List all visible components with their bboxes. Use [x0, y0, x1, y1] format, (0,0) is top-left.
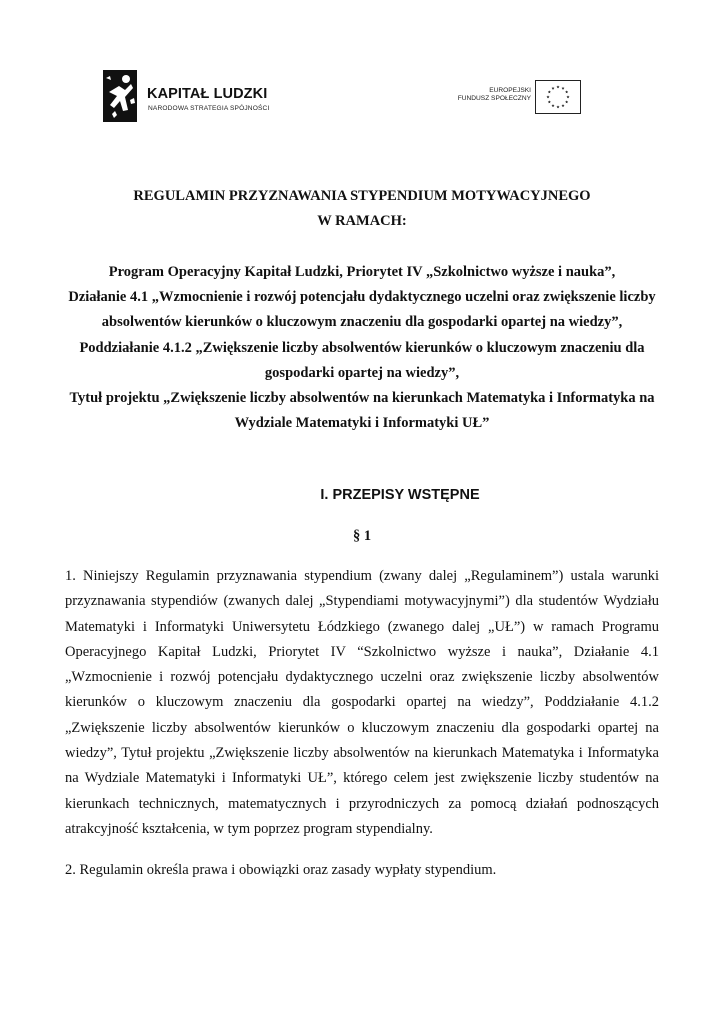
kapital-ludzki-logo: [103, 70, 283, 122]
efs-line2: FUNDUSZ SPOŁECZNY: [457, 95, 531, 102]
document-title-line1: REGULAMIN PRZYZNAWANIA STYPENDIUM MOTYWACYJNEGO: [133, 188, 591, 204]
program-line: Działanie 4.1 „Wzmocnienie i rozwój potencjału dydaktycznego uczelni oraz zwiększenie liczby: [68, 289, 656, 305]
kapital-ludzki-emblem-icon: [103, 70, 137, 122]
eu-flag-icon: [535, 80, 581, 114]
document-title-line2: W RAMACH:: [317, 213, 407, 229]
efs-text: [458, 87, 531, 103]
program-line: Tytuł projektu „Zwiększenie liczby absolwentów na kierunkach Matematyka i Informatyka na: [69, 390, 655, 406]
kapital-ludzki-title: KAPITAŁ LUDZKI: [147, 86, 268, 102]
body-paragraph-1: 1. Niniejszy Regulamin przyznawania stypendium (zwany dalej „Regulaminem”) ustala warunki przyznawania stypendiów (zwanych dalej „Stypendiami motywacyjnymi”) dla studentów Wydziału Matematyki i Informatyki Uniwersytetu Łódzkiego (zwanego dalej „UŁ”) w ramach Programu Operacyjnego Kapitał Ludzki, Priorytet IV “Szkolnictwo wyższe i nauka”, Działanie 4.1 „Wzmocnienie i rozwój potencjału dydaktycznego uczelni oraz zwiększenie liczby absolwentów kierunków o kluczowym znaczeniu dla gospodarki opartej na wiedzy”, Poddziałanie 4.1.2 „Zwiększenie liczby absolwentów kierunków o kluczowym znaczeniu dla gospodarki opartej na wiedzy”, Tytuł projektu „Zwiększenie liczby absolwentów na kierunkach Matematyka i Informatyka na Wydziale Matematyki i Informatyki UŁ”, którego celem jest zwiększenie liczby studentów na kierunkach technicznych, matematycznych i przyrodniczych za pomocą działań podnoszących atrakcyjność kształcenia, w tym poprzez program stypendialny.: [65, 568, 659, 837]
program-line: gospodarki opartej na wiedzy”,: [264, 365, 460, 381]
program-line: absolwentów kierunków o kluczowym znaczeniu dla gospodarki opartej na wiedzy”,: [101, 314, 623, 330]
paragraph-mark: § 1: [352, 528, 372, 544]
program-line: Wydziale Matematyki i Informatyki UŁ”: [234, 415, 490, 431]
efs-line1: EUROPEJSKI: [489, 87, 531, 94]
efs-logo: [455, 80, 581, 116]
section-heading: I. PRZEPISY WSTĘPNE: [320, 487, 480, 503]
body-paragraph-2: 2. Regulamin określa prawa i obowiązki oraz zasady wypłaty stypendium.: [65, 862, 497, 878]
program-line: Program Operacyjny Kapitał Ludzki, Priorytet IV „Szkolnictwo wyższe i nauka”,: [108, 264, 616, 280]
kapital-ludzki-subtitle: NARODOWA STRATEGIA SPÓJNOŚCI: [148, 105, 270, 112]
program-line: Poddziałanie 4.1.2 „Zwiększenie liczby absolwentów kierunków o kluczowym znaczeniu dla: [79, 340, 645, 356]
